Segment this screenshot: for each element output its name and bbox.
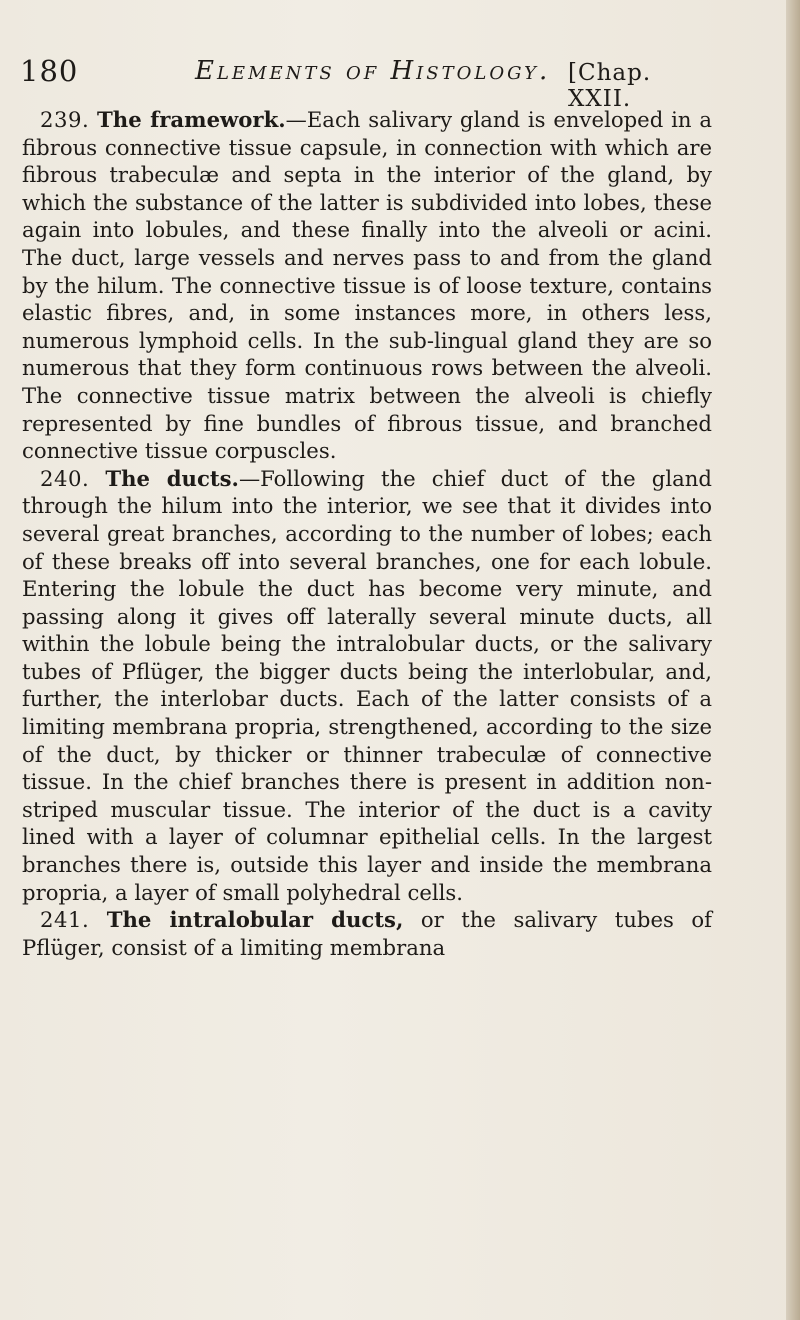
paragraph-241 bbox=[22, 906, 712, 961]
section-number: 239. bbox=[40, 107, 90, 132]
body-text bbox=[22, 106, 712, 961]
page-number: 180 bbox=[20, 54, 79, 88]
section-number: 240. bbox=[40, 465, 90, 491]
section-number: 241. bbox=[40, 907, 90, 933]
page-edge bbox=[786, 0, 800, 1320]
running-title: Elements of Histology. bbox=[195, 56, 551, 86]
section-body: or the salivary tubes of Pflüger, consist of a limiting membrana bbox=[22, 907, 712, 960]
section-heading: The framework. bbox=[97, 107, 286, 132]
paragraph-240 bbox=[22, 465, 712, 907]
section-body: —Following the chief duct of the gland through the hilum into the interior, we see that it divides into several great branches, according to the number of lobes; each of these breaks off into several branches, one for each lobule. Entering the lobule the duct has become very minute, and passing along it gives off laterally several minute ducts, all within the lobule being the intralobular ducts, or the salivary tubes of Pflüger, the bigger ducts being the interlobular, and, further, the interlobar ducts. Each of the latter consists of a limiting membrana propria, strengthened, according to the size of the duct, by thicker or thinner trabeculæ of connective tissue. In the chief branches there is present in addition non-striped muscular tissue. The interior of the duct is a cavity lined with a layer of columnar epithelial cells. In the largest branches there is, outside this layer and inside the membrana propria, a layer of small polyhedral cells. bbox=[22, 465, 712, 905]
section-heading: The intralobular ducts, bbox=[106, 907, 404, 933]
page-header bbox=[20, 46, 720, 112]
paragraph-239 bbox=[22, 106, 712, 465]
chapter-reference: [Chap. XXII. bbox=[568, 60, 652, 112]
section-heading: The ducts. bbox=[105, 465, 239, 491]
section-body: —Each salivary gland is enveloped in a fibrous connective tissue capsule, in connection with which are fibrous trabeculæ and septa in the interior of the gland, by which the substance of the latter is subdivided into lobes, these again into lobules, and these finally into the alveoli or acini. The duct, large vessels and nerves pass to and from the gland by the hilum. The connective tissue is of loose texture, contains elastic fibres, and, in some instances more, in others less, numerous lymphoid cells. In the sub-lingual gland they are so numerous that they form continuous rows between the alveoli. The connective tissue matrix between the alveoli is chiefly represented by fine bundles of fibrous tissue, and branched connective tissue corpuscles. bbox=[22, 107, 712, 464]
